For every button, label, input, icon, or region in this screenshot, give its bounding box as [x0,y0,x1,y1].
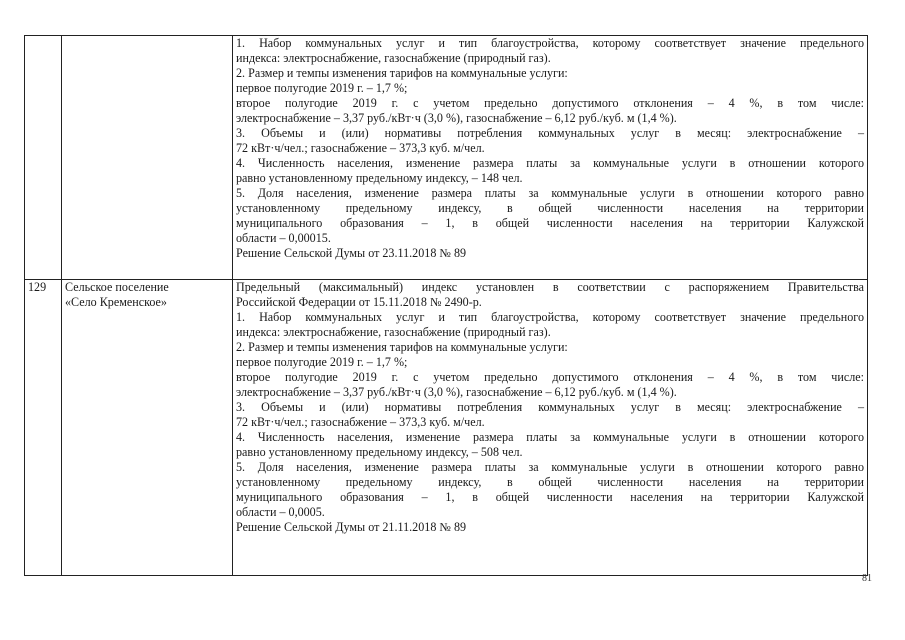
row-number-cell [25,36,62,280]
decision-reference: Решение Сельской Думы от 21.11.2018 № 89 [236,520,467,534]
text-line: муниципального образования – 1, в общей численности населения на территории Калужской [236,216,864,230]
text-line: области – 0,00015. [236,231,331,245]
text-line: индекса: электроснабжение, газоснабжение (природный газ). [236,51,551,65]
table-row [25,280,868,576]
text-line: 5. Доля населения, изменение размера платы за коммунальные услуги в отношении которого равно [236,186,864,200]
text-line: 2. Размер и темпы изменения тарифов на коммунальные услуги: [236,340,568,354]
text-line: индекса: электроснабжение, газоснабжение (природный газ). [236,325,551,339]
page-number: 81 [862,573,872,584]
text-line: 2. Размер и темпы изменения тарифов на коммунальные услуги: [236,66,568,80]
text-line: 4. Численность населения, изменение размера платы за коммунальные услуги в отношении которого [236,430,864,444]
indices-table [24,35,868,576]
text-line: Российской Федерации от 15.11.2018 № 2490-р. [236,295,482,309]
text-line: 72 кВт·ч/чел.; газоснабжение – 373,3 куб. м/чел. [236,141,485,155]
text-line: установленному предельному индексу, в общей численности населения на территории [236,475,864,489]
indicators-cell [233,36,868,280]
text-line: 3. Объемы и (или) нормативы потребления коммунальных услуг в месяц: электроснабжение – [236,126,864,140]
row-number-cell: 129 [25,280,62,576]
text-line: 4. Численность населения, изменение размера платы за коммунальные услуги в отношении которого [236,156,864,170]
text-line: 1. Набор коммунальных услуг и тип благоустройства, которому соответствует значение предельного [236,36,864,50]
text-line: второе полугодие 2019 г. с учетом предельно допустимого отклонения – 4 %, в том числе: [236,96,864,110]
text-line: первое полугодие 2019 г. – 1,7 %; [236,355,408,369]
table-body [25,36,868,576]
settlement-line: Сельское поселение [65,280,169,294]
text-line: области – 0,0005. [236,505,325,519]
text-line: равно установленному предельному индексу, – 508 чел. [236,445,523,459]
indicators-cell [233,280,868,576]
text-line: 72 кВт·ч/чел.; газоснабжение – 373,3 куб. м/чел. [236,415,485,429]
decision-reference: Решение Сельской Думы от 23.11.2018 № 89 [236,246,467,260]
text-line: электроснабжение – 3,37 руб./кВт·ч (3,0 %), газоснабжение – 6,12 руб./куб. м (1,4 %). [236,385,677,399]
text-line: 5. Доля населения, изменение размера платы за коммунальные услуги в отношении которого равно [236,460,864,474]
text-line: равно установленному предельному индексу, – 148 чел. [236,171,523,185]
text-line: 3. Объемы и (или) нормативы потребления коммунальных услуг в месяц: электроснабжение – [236,400,864,414]
text-line: 1. Набор коммунальных услуг и тип благоустройства, которому соответствует значение предельного [236,310,864,324]
text-line: электроснабжение – 3,37 руб./кВт·ч (3,0 %), газоснабжение – 6,12 руб./куб. м (1,4 %). [236,111,677,125]
settlement-line: «Село Кременское» [65,295,167,309]
text-line: второе полугодие 2019 г. с учетом предельно допустимого отклонения – 4 %, в том числе: [236,370,864,384]
settlement-cell [62,280,233,576]
text-line: муниципального образования – 1, в общей численности населения на территории Калужской [236,490,864,504]
text-line: установленному предельному индексу, в общей численности населения на территории [236,201,864,215]
settlement-cell [62,36,233,280]
text-line: первое полугодие 2019 г. – 1,7 %; [236,81,408,95]
table-row [25,36,868,280]
text-line: Предельный (максимальный) индекс установлен в соответствии с распоряжением Правительства [236,280,864,294]
